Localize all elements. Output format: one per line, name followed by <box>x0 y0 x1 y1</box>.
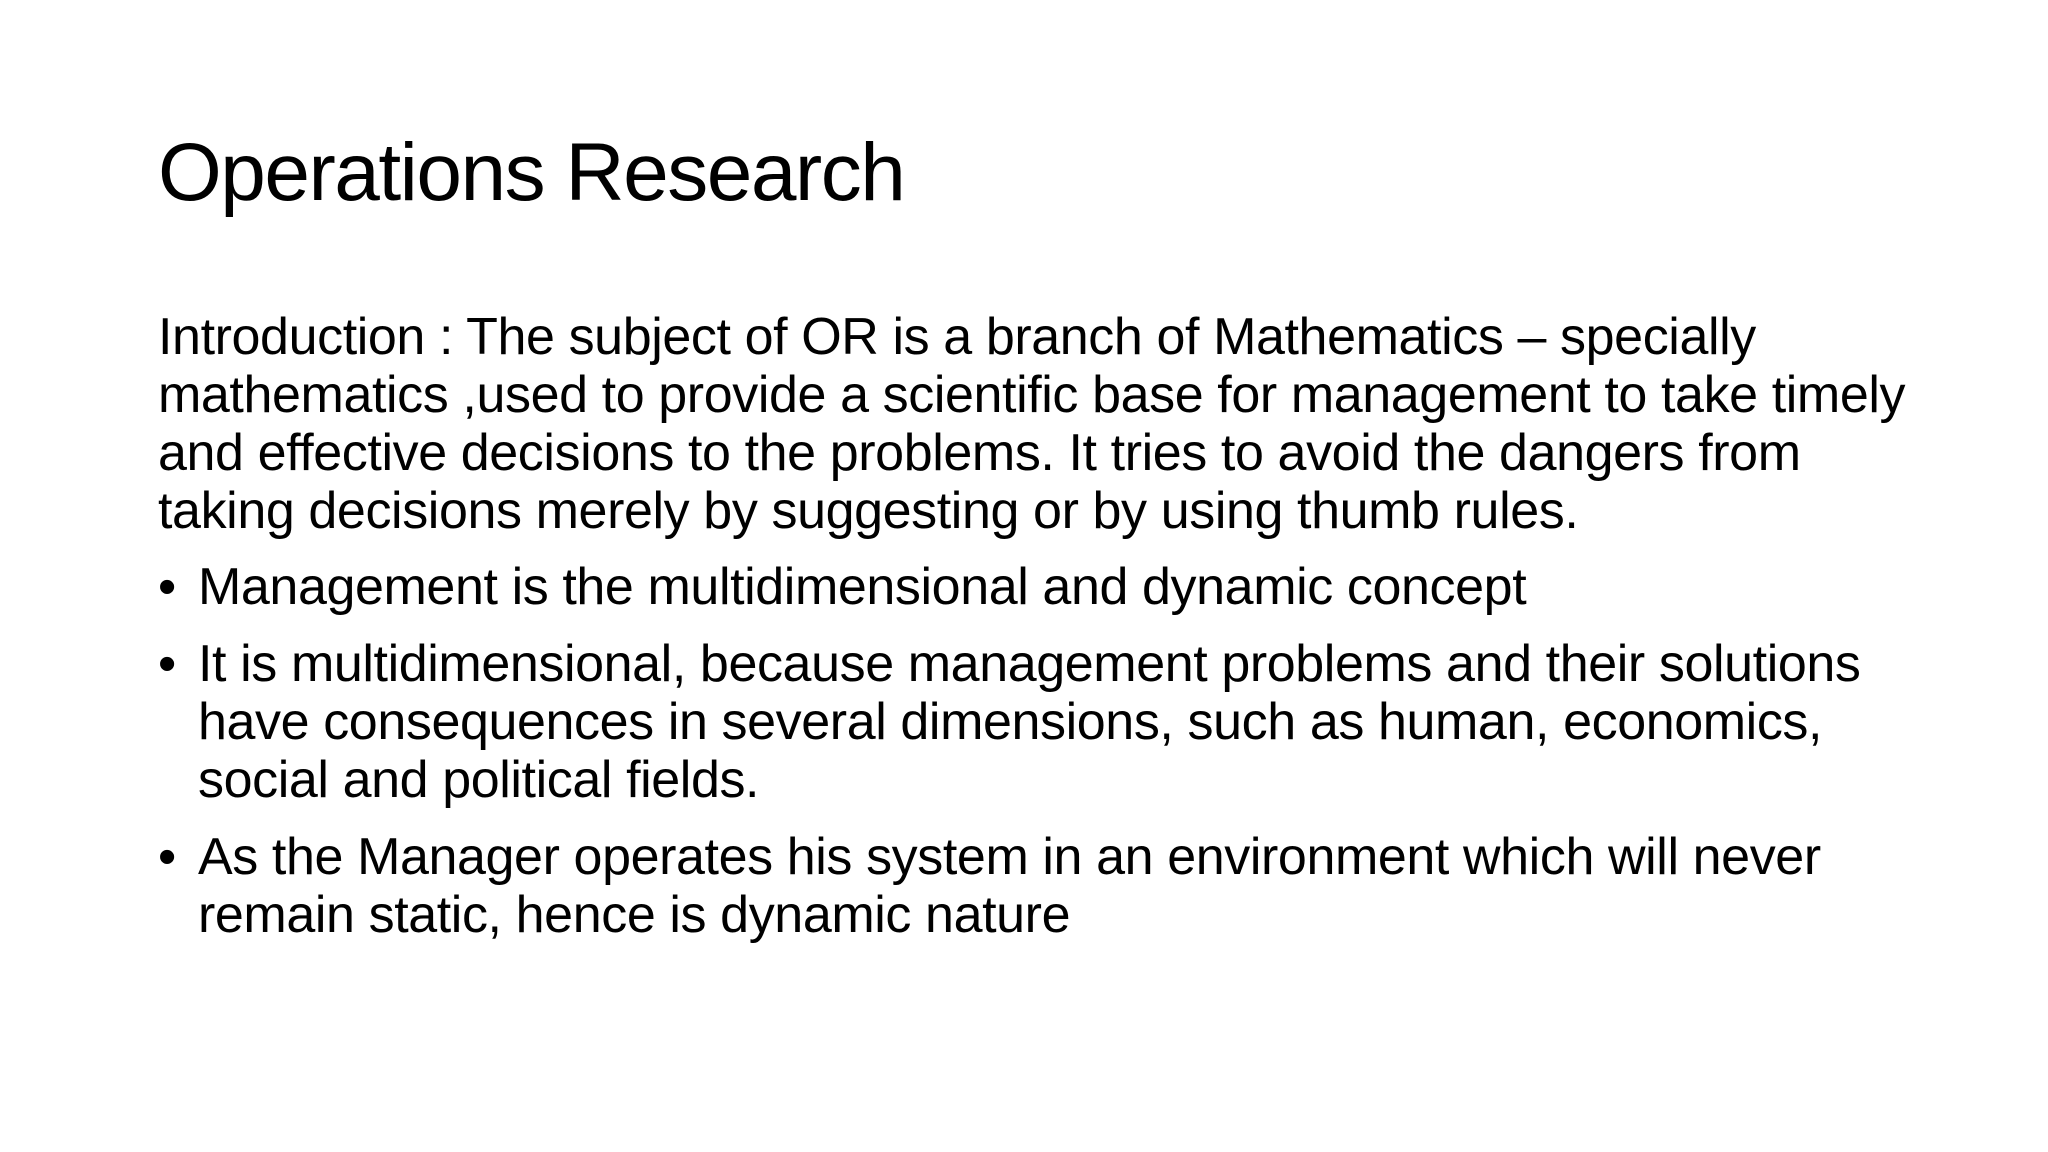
slide-title: Operations Research <box>158 127 905 218</box>
intro-paragraph: Introduction : The subject of OR is a branch of Mathematics – specially mathematics ,used to provide a scientific base for management to take timely and effective decisions to the problems. It tries to avoid the dangers from taking decisions merely by suggesting or by using thumb rules. <box>158 308 1906 540</box>
bullet-icon: • <box>158 828 176 886</box>
slide-body <box>158 308 1918 944</box>
bullet-list <box>158 558 1918 944</box>
bullet-text: Management is the multidimensional and dynamic concept <box>198 558 1527 616</box>
bullet-text: As the Manager operates his system in an environment which will never remain static, hence is dynamic nature <box>198 828 1821 944</box>
bullet-icon: • <box>158 558 176 616</box>
bullet-item <box>158 828 1918 944</box>
bullet-text: It is multidimensional, because management problems and their solutions have consequences in several dimensions, such as human, economics, social and political fields. <box>198 635 1861 809</box>
bullet-icon: • <box>158 635 176 693</box>
bullet-item <box>158 558 1918 616</box>
bullet-item <box>158 635 1918 809</box>
